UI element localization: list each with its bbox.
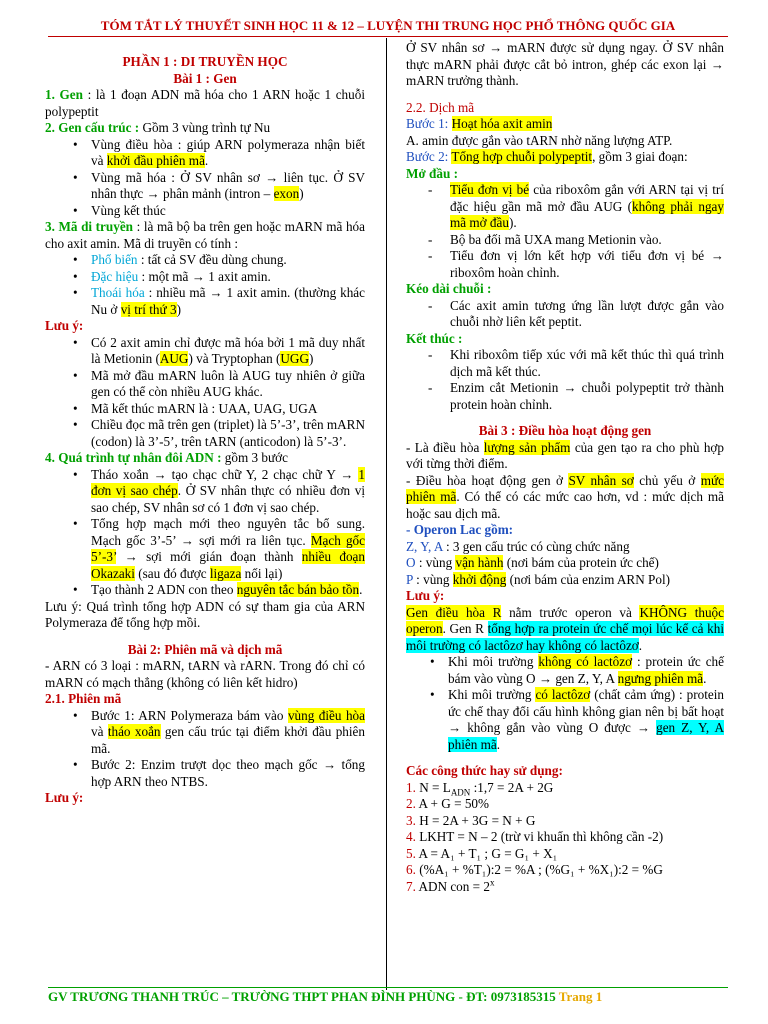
gen-definition: 1. Gen : là 1 đoạn ADN mã hóa cho 1 ARN hoặc 1 chuỗi polypeptit xyxy=(45,87,365,119)
list-item: • Bước 2: Enzim trượt dọc theo mạch gốc → tổng hợp ARN theo NTBS. xyxy=(45,757,365,790)
list-item: • Khi môi trường có lactôzơ (chất cảm ứng) : protein ức chế thay đổi cấu hình không gian nên bị bất hoạt → không gắn vào vùng O được → gen Z, Y, A phiên mã. xyxy=(402,687,724,753)
genetic-code-list xyxy=(45,252,365,318)
regulation-text-2: - Điều hòa hoạt động gen ở SV nhân sơ chủ yếu ở mức phiên mã. Có thể có các mức cao hơn, vd : mức dịch mã hoặc sau dịch mã. xyxy=(406,472,724,521)
list-item: • Vùng mã hóa : Ở SV nhân sơ → liên tục. Ở SV nhân thực → phân mảnh (intron – exon) xyxy=(45,170,365,203)
footer-text: GV TRƯƠNG THANH TRÚC – TRƯỜNG THPT PHAN ĐÌNH PHÙNG - ĐT: 0973185315 xyxy=(48,989,556,1004)
step2: Bước 2: Tổng hợp chuỗi polypeptit, gồm 3 giai đoạn: xyxy=(406,149,688,164)
right-column xyxy=(406,40,724,895)
termination-label: Kết thúc : xyxy=(406,330,463,346)
list-item: - Tiểu đơn vị bé của riboxôm gắn với ARN tại vị trí đặc hiệu gần mã mở đầu AUG (không phải ngay mã mở đầu). xyxy=(406,182,724,232)
left-column xyxy=(45,40,365,807)
list-item: - Các axit amin tương ứng lần lượt được gắn vào chuỗi nhờ liên kết peptit. xyxy=(406,298,724,331)
lactose-list xyxy=(402,654,724,753)
list-item: • Phổ biến : tất cả SV đều dùng chung. xyxy=(45,252,365,269)
list-item: • Đặc hiệu : một mã → 1 axit amin. xyxy=(45,269,365,286)
elongation-label: Kéo dài chuỗi : xyxy=(406,281,492,296)
formula-item: 3. H = 2A + 3G = N + G xyxy=(406,812,536,828)
formula-item: 5. A = A₁ + T₁ ; G = G₁ + X₁ xyxy=(406,845,558,861)
regulation-text-1: - Là điều hòa lượng sản phẩm của gen tạo ra cho phù hợp với từng thời điểm. xyxy=(406,439,724,471)
operon-p: P : vùng khởi động (nơi bám của enzim ARN Pol) xyxy=(406,571,671,587)
note3-label: Lưu ý: xyxy=(406,588,445,603)
lesson1-title: Bài 1 : Gen xyxy=(173,70,237,86)
page-footer xyxy=(48,987,728,1005)
formula-item: 2. A + G = 50% xyxy=(406,796,490,811)
mrna-processing: Ở SV nhân sơ → mARN được sử dụng ngay. Ở SV nhân thực mARN phải được cắt bỏ intron, ghép các exon lại → mARN trưởng thành. xyxy=(406,40,724,88)
formula-title: Các công thức hay sử dụng: xyxy=(406,763,563,778)
initiation-label: Mở đầu : xyxy=(406,165,458,181)
operon-o: O : vùng vận hành (nơi bám của protein ức chế) xyxy=(406,555,659,570)
transcription-list xyxy=(45,708,365,791)
list-item: - Khi riboxôm tiếp xúc với mã kết thúc thì quá trình dịch mã kết thúc. xyxy=(406,347,724,380)
list-item: • Bước 1: ARN Polymeraza bám vào vùng điều hòa và tháo xoắn gen cấu trúc tại điểm khởi đầu phiên mã. xyxy=(45,708,365,758)
list-item: - Bộ ba đối mã UXA mang Metionin vào. xyxy=(406,232,724,249)
gen-structure: 2. Gen cấu trúc : Gồm 3 vùng trình tự Nu xyxy=(45,120,271,135)
note-label: Lưu ý: xyxy=(45,318,84,333)
page-number: Trang 1 xyxy=(558,989,603,1004)
replication-heading: 4. Quá trình tự nhân đôi ADN : gồm 3 bước xyxy=(45,450,288,465)
step1-text: A. amin được gắn vào tARN nhờ năng lượng ATP. xyxy=(406,132,673,148)
list-item: • Có 2 axit amin chỉ được mã hóa bởi 1 mã duy nhất là Metionin (AUG) và Tryptophan (UGG) xyxy=(45,335,365,368)
list-item: • Vùng điều hòa : giúp ARN polymeraza nhận biết và khởi đầu phiên mã. xyxy=(45,137,365,170)
step1: Bước 1: Hoạt hóa axit amin xyxy=(406,116,553,131)
list-item: - Enzim cắt Metionin → chuỗi polypeptit trở thành protein hoàn chỉnh. xyxy=(406,380,724,413)
list-item: • Mã kết thúc mARN là : UAA, UAG, UGA xyxy=(45,401,365,418)
regulator-gene-note: Gen điều hòa R nằm trước operon và KHÔNG thuộc operon. Gen R tổng hợp ra protein ức chế mọi lúc kể cả khi môi trường có lactôzơ hay không có lactôzơ. xyxy=(406,604,724,653)
replication-list xyxy=(45,467,365,599)
lesson2-title: Bài 2: Phiên mã và dịch mã xyxy=(127,641,283,657)
list-item: • Vùng kết thúc xyxy=(45,203,365,220)
list-item: • Tháo xoắn → tạo chạc chữ Y, 2 chạc chữ Y → 1 đơn vị sao chép. Ở SV nhân thực có nhiều đơn vị sao chép, SV nhân sơ có 1 đơn vị sao chép. xyxy=(45,467,365,517)
transcription-title: 2.1. Phiên mã xyxy=(45,691,122,706)
formula-item: 1. $N = L_{ADN}$ :1,7 = 2A + 2G xyxy=(406,779,554,798)
gen-structure-list xyxy=(45,137,365,220)
termination-list xyxy=(406,347,724,413)
list-item: • Mã mở đầu mARN luôn là AUG tuy nhiên ở giữa gen có thể còn nhiều AUG khác. xyxy=(45,368,365,401)
replication-note: Lưu ý: Quá trình tổng hợp ADN có sự tham gia của ARN Polymeraza để tổng hợp mồi. xyxy=(45,598,365,630)
formula-list xyxy=(406,780,724,896)
elongation-list xyxy=(406,298,724,331)
formula-item: 4. LKHT = N – 2 (trừ vi khuẩn thì không cần -2) xyxy=(406,829,664,844)
page-header: TÓM TẮT LÝ THUYẾT SINH HỌC 11 & 12 – LUYỆN THI TRUNG HỌC PHỔ THÔNG QUỐC GIA xyxy=(48,18,728,37)
part-title: PHẦN 1 : DI TRUYỀN HỌC xyxy=(122,54,288,69)
formula-item: 7. ADN con = $2^x$ xyxy=(406,877,495,894)
lesson3-title: Bài 3 : Điều hòa hoạt động gen xyxy=(478,423,652,438)
note-list xyxy=(45,335,365,451)
list-item: • Tổng hợp mạch mới theo nguyên tắc bổ sung. Mạch gốc 3’-5’ → sợi mới ra liên tục. Mạch gốc 5’-3’ → sợi mới gián đoạn thành nhiều đoạn Okazaki (sau đó được ligaza nối lại) xyxy=(45,516,365,582)
translation-title: 2.2. Dịch mã xyxy=(406,99,475,115)
operon-label: - Operon Lac gồm: xyxy=(406,522,514,537)
initiation-list xyxy=(406,182,724,281)
operon-zya: Z, Y, A : 3 gen cấu trúc có cùng chức năng xyxy=(406,538,630,554)
list-item: • Tạo thành 2 ADN con theo nguyên tắc bán bảo tồn. xyxy=(45,582,365,599)
column-divider xyxy=(386,38,387,990)
list-item: • Thoái hóa : nhiều mã → 1 axit amin. (thường khác Nu ở vị trí thứ 3) xyxy=(45,285,365,318)
note2-label: Lưu ý: xyxy=(45,790,84,805)
list-item: • Chiều đọc mã trên gen (triplet) là 5’-3’, trên mARN (codon) là 3’-5’, trên tARN (anticodon) là 5’-3’. xyxy=(45,417,365,450)
list-item: - Tiểu đơn vị lớn kết hợp với tiểu đơn vị bé → riboxôm hoàn chỉnh. xyxy=(406,248,724,281)
list-item: • Khi môi trường không có lactôzơ : protein ức chế bám vào vùng O → gen Z, Y, A ngưng phiên mã. xyxy=(402,654,724,687)
genetic-code: 3. Mã di truyền : là mã bộ ba trên gen hoặc mARN mã hóa cho axit amin. Mã di truyền có tính : xyxy=(45,219,365,251)
lesson2-text: - ARN có 3 loại : mARN, tARN và rARN. Trong đó chỉ có mARN có mạch thẳng (không có liên kết hidro) xyxy=(45,658,365,690)
formula-item: 6. (%A₁ + %T₁):2 = %A ; (%G₁ + %X₁):2 = %G xyxy=(406,862,663,877)
